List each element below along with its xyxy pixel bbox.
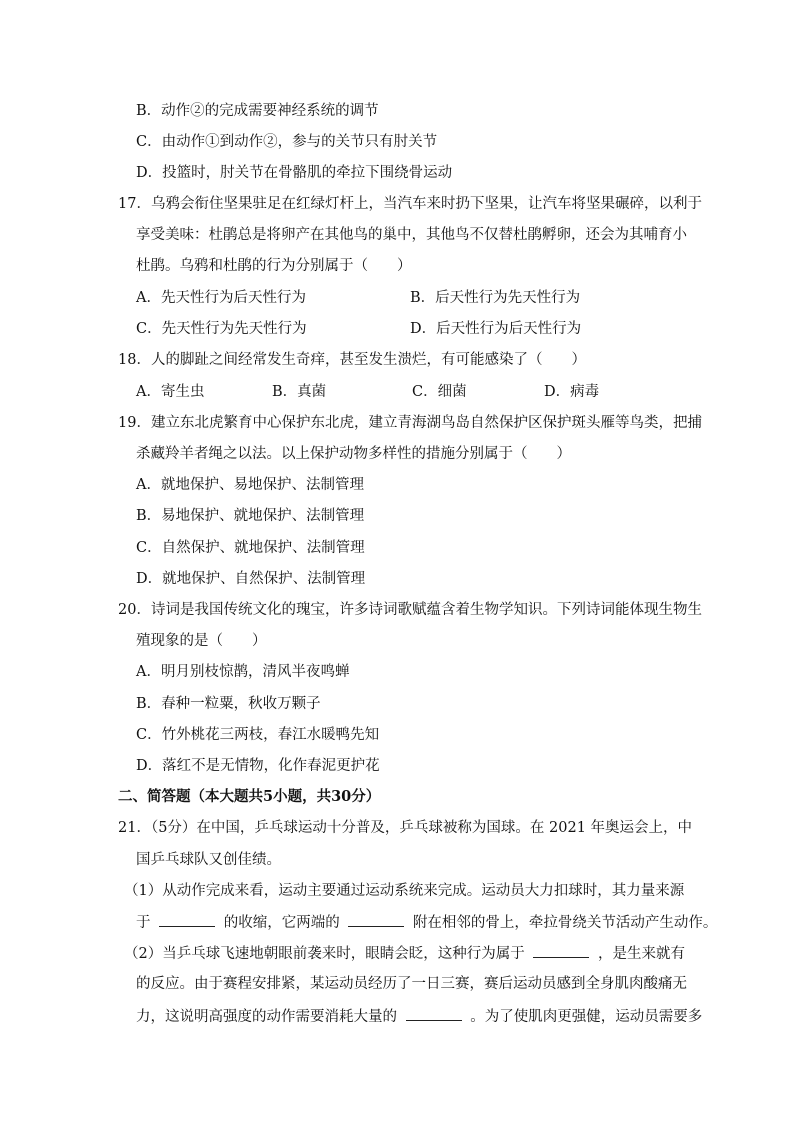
q19-option-d: D．就地保护、自然保护、法制管理 <box>136 571 366 587</box>
q21-part1-line1: （1）从动作完成来看，运动主要通过运动系统来完成。运动员大力扣球时，其力量来源 <box>124 883 685 899</box>
q19-stem-line2: 杀藏羚羊者绳之以法。以上保护动物多样性的措施分别属于（ ） <box>136 446 571 462</box>
q21-part2-text-a: （2）当乒乓球飞速地朝眼前袭来时，眼睛会眨，这种行为属于 <box>124 946 525 962</box>
q18-stem: 18．人的脚趾之间经常发生奇痒，甚至发生溃烂，有可能感染了（ ） <box>118 352 586 368</box>
answer-blank[interactable] <box>159 912 215 927</box>
q21-part2-text-c: 力，这说明高强度的动作需要消耗大量的 <box>136 1009 397 1025</box>
q18-option-c: C．细菌 <box>412 384 467 400</box>
q21-part2-line1 <box>124 943 685 964</box>
q18-option-b: B．真菌 <box>272 384 327 400</box>
answer-blank[interactable] <box>533 943 589 958</box>
q18-option-a: A．寄生虫 <box>136 384 205 400</box>
q20-option-d: D．落红不是无情物，化作春泥更护花 <box>136 758 380 774</box>
q17-stem-line1: 17．乌鸦会衔住坚果驻足在红绿灯杆上，当汽车来时扔下坚果，让汽车将坚果碾碎，以利于 <box>118 196 702 212</box>
q17-stem-line3: 杜鹃。乌鸦和杜鹃的行为分别属于（ ） <box>136 258 412 274</box>
q17-stem-line2: 享受美味：杜鹃总是将卵产在其他鸟的巢中，其他鸟不仅替杜鹃孵卵，还会为其哺育小 <box>136 227 687 243</box>
answer-blank[interactable] <box>348 912 404 927</box>
q16-option-d: D．投篮时，肘关节在骨骼肌的牵拉下围绕骨运动 <box>136 165 453 181</box>
q19-option-b: B．易地保护、就地保护、法制管理 <box>136 508 365 524</box>
q20-stem-line1: 20．诗词是我国传统文化的瑰宝，许多诗词歌赋蕴含着生物学知识。下列诗词能体现生物生 <box>118 602 702 618</box>
q21-part2-line3 <box>136 1006 702 1027</box>
q20-option-c: C．竹外桃花三两枝，春江水暖鸭先知 <box>136 727 380 743</box>
q17-option-c: C．先天性行为先天性行为 <box>136 321 307 337</box>
q19-stem-line1: 19．建立东北虎繁育中心保护东北虎，建立青海湖鸟岛自然保护区保护斑头雁等鸟类，把捕 <box>118 415 702 431</box>
q21-part1-text-b: 的收缩，它两端的 <box>223 915 340 931</box>
q21-stem-line1: 21．（5分）在中国，乒乓球运动十分普及，乒乓球被称为国球。在 2021 年奥运会上，中 <box>118 820 693 836</box>
q21-part2-line2: 的反应。由于赛程安排紧，某运动员经历了一日三赛，赛后运动员感到全身肌肉酸痛无 <box>136 976 687 992</box>
q19-option-c: C．自然保护、就地保护、法制管理 <box>136 540 365 556</box>
q21-stem-line2: 国乒乓球队又创佳绩。 <box>136 852 281 868</box>
q21-part1-text-a: 于 <box>136 915 151 931</box>
section-heading: 二、简答题（本大题共5小题，共30分） <box>118 788 381 805</box>
q21-part1-line2 <box>136 912 717 933</box>
q17-option-a: A．先天性行为后天性行为 <box>136 290 306 306</box>
q18-option-d: D．病毒 <box>544 384 600 400</box>
q16-option-b: B．动作②的完成需要神经系统的调节 <box>136 103 379 119</box>
q21-part1-text-c: 附在相邻的骨上，牵拉骨绕关节活动产生动作。 <box>412 915 718 931</box>
q20-stem-line2: 殖现象的是（ ） <box>136 633 267 649</box>
q20-option-a: A．明月别枝惊鹊，清风半夜鸣蝉 <box>136 664 350 680</box>
answer-blank[interactable] <box>406 1006 462 1021</box>
q21-part2-text-b: ，是生来就有 <box>597 946 685 962</box>
q17-option-b: B．后天性行为先天性行为 <box>410 290 581 306</box>
q16-option-c: C．由动作①到动作②，参与的关节只有肘关节 <box>136 134 438 150</box>
q19-option-a: A．就地保护、易地保护、法制管理 <box>136 477 364 493</box>
q20-option-b: B．春种一粒粟，秋收万颗子 <box>136 696 321 712</box>
q21-part2-text-d: 。为了使肌肉更强健，运动员需要多 <box>470 1009 703 1025</box>
q17-option-d: D．后天性行为后天性行为 <box>410 321 582 337</box>
